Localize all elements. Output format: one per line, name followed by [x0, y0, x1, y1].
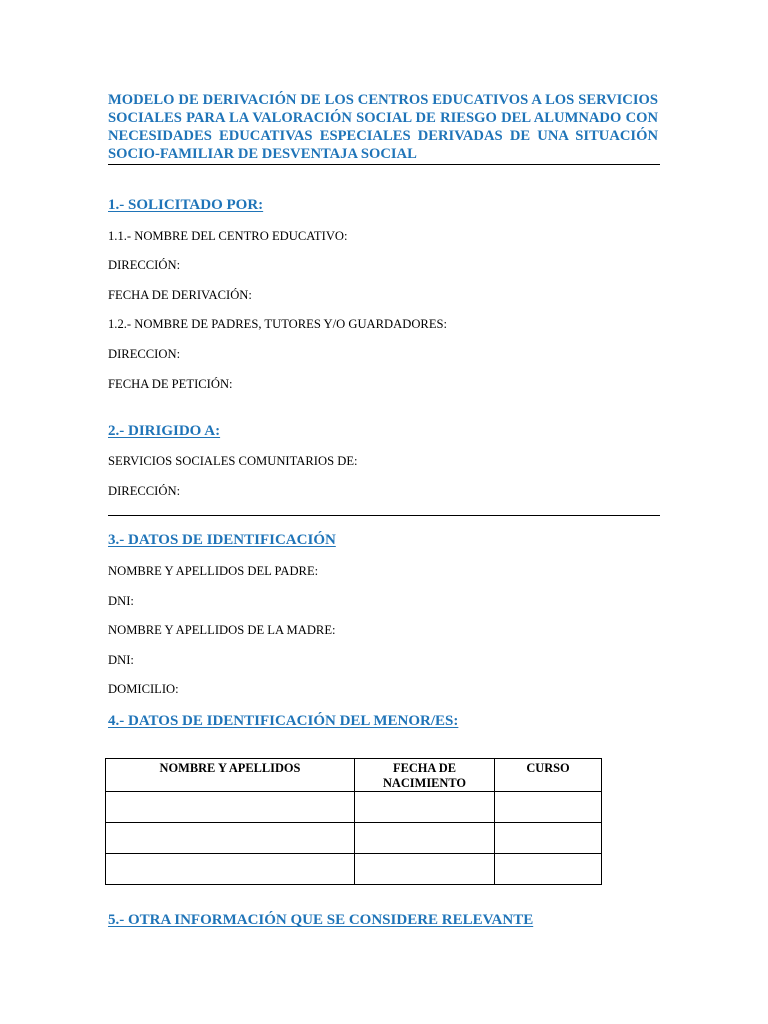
- field-nombre-padre: NOMBRE Y APELLIDOS DEL PADRE:: [108, 564, 319, 578]
- section-3-heading: 3.- DATOS DE IDENTIFICACIÓN: [108, 532, 336, 548]
- field-nombre-centro: 1.1.- NOMBRE DEL CENTRO EDUCATIVO:: [108, 229, 348, 243]
- table-cell-fecha[interactable]: [355, 823, 495, 854]
- field-direccion-padres: DIRECCION:: [108, 347, 181, 361]
- table-row: [106, 823, 602, 854]
- table-cell-curso[interactable]: [495, 792, 602, 823]
- section-divider: [108, 515, 660, 516]
- table-cell-curso[interactable]: [495, 823, 602, 854]
- table-row: [106, 792, 602, 823]
- table-cell-curso[interactable]: [495, 854, 602, 885]
- field-direccion-centro: DIRECCIÓN:: [108, 258, 181, 272]
- section-5-heading: 5.- OTRA INFORMACIÓN QUE SE CONSIDERE RELEVANTE: [108, 912, 534, 928]
- table-cell-fecha[interactable]: [355, 792, 495, 823]
- field-direccion-servicios: DIRECCIÓN:: [108, 484, 181, 498]
- title-divider: [108, 164, 660, 165]
- table-cell-nombre[interactable]: [106, 792, 355, 823]
- field-domicilio: DOMICILIO:: [108, 682, 179, 696]
- menores-table: [105, 758, 602, 885]
- section-4-heading: 4.- DATOS DE IDENTIFICACIÓN DEL MENOR/ES:: [108, 713, 459, 729]
- field-nombre-madre: NOMBRE Y APELLIDOS DE LA MADRE:: [108, 623, 336, 637]
- field-dni-madre: DNI:: [108, 653, 134, 667]
- document-title: MODELO DE DERIVACIÓN DE LOS CENTROS EDUCATIVOS A LOS SERVICIOS SOCIALES PARA LA VALORACIÓN SOCIAL DE RIESGO DEL ALUMNADO CON NECESIDADES EDUCATIVAS ESPECIALES DERIVADAS DE UNA SITUACIÓN SOCIO-FAMILIAR DE DESVENTAJA SOCIAL: [108, 92, 658, 162]
- field-fecha-derivacion: FECHA DE DERIVACIÓN:: [108, 288, 252, 302]
- field-dni-padre: DNI:: [108, 594, 134, 608]
- table-cell-nombre[interactable]: [106, 854, 355, 885]
- table-header-row: [106, 759, 602, 792]
- field-nombre-padres: 1.2.- NOMBRE DE PADRES, TUTORES Y/O GUARDADORES:: [108, 317, 448, 331]
- field-servicios-sociales: SERVICIOS SOCIALES COMUNITARIOS DE:: [108, 454, 358, 468]
- column-header-fecha-nacimiento: [355, 759, 495, 792]
- table-cell-nombre[interactable]: [106, 823, 355, 854]
- section-2-heading: 2.- DIRIGIDO A:: [108, 423, 221, 439]
- section-1-heading: 1.- SOLICITADO POR:: [108, 197, 264, 213]
- table-row: [106, 854, 602, 885]
- column-header-curso: CURSO: [495, 759, 602, 792]
- field-fecha-peticion: FECHA DE PETICIÓN:: [108, 377, 233, 391]
- table-cell-fecha[interactable]: [355, 854, 495, 885]
- column-header-fecha-nacimiento-text: FECHA DE NACIMIENTO: [382, 761, 467, 790]
- column-header-nombre: NOMBRE Y APELLIDOS: [106, 759, 355, 792]
